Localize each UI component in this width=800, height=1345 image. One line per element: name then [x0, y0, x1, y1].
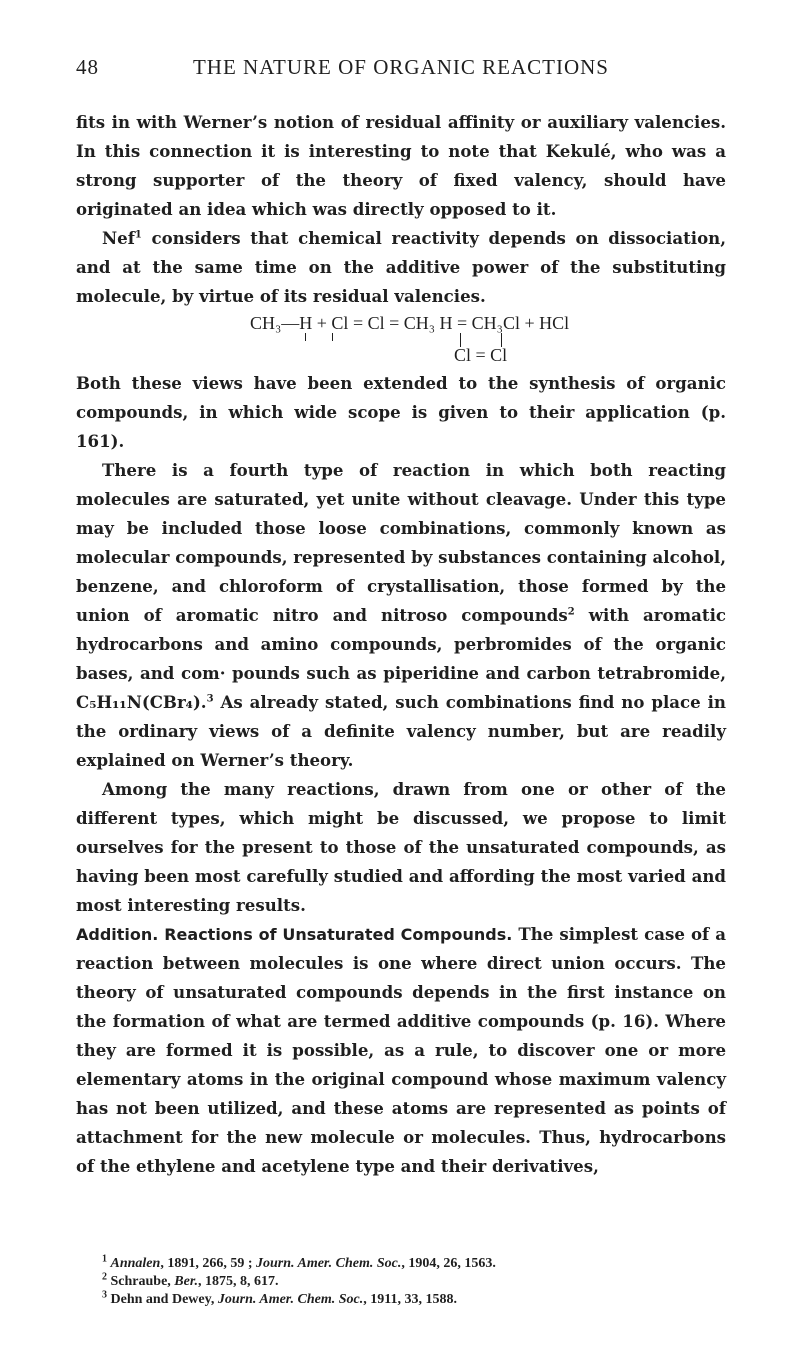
journal-name: Ber.: [174, 1274, 199, 1289]
paragraph-4-text-b: with aromatic hydrocarbons and amino compounds, perbromides of the organic bases, and com· pounds such as piperidine and carbon tetrabromide,: [76, 605, 726, 683]
paragraph-4-text-c: As already stated, such combinations find no place in the ordinary views of a definite valency number, but are readily explained on Werner’s theory.: [76, 692, 726, 770]
journal-name: Journ. Amer. Chem. Soc.: [255, 1256, 402, 1271]
equation: [76, 311, 726, 369]
paragraph-4: [76, 456, 726, 775]
paragraph-2-text: considers that chemical reactivity depends on dissociation, and at the same time on the additive power of the substituting molecule, by virtue of its residual valencies.: [76, 228, 726, 306]
paragraph-5: Among the many reactions, drawn from one or other of the different types, which might be discussed, we propose to limit ourselves for the present to those of the unsaturated compounds, as having been most carefully studied and affording the most varied and most interesting results.: [76, 779, 726, 915]
page-header: [76, 55, 726, 89]
journal-name: Annalen: [110, 1256, 161, 1271]
paragraph-6: [76, 920, 726, 1181]
paragraph-2: [76, 224, 726, 311]
footnote-ref-3: 3: [206, 693, 214, 705]
footnote-ref-1: 1: [134, 229, 142, 241]
paragraph-6-text: The simplest case of a reaction between molecules is one where direct union occurs. The theory of unsaturated compounds depends in the first instance on the formation of what are termed additive compounds (p. 16). Where they are formed it is possible, as a rule, to discover one or more elementary atoms in the original compound whose maximum valency has not been utilized, and these atoms are represented as points of attachment for the new molecule or molecules. Thus, hydrocarbons of the ethylene and acetylene type and their derivatives,: [76, 924, 726, 1176]
footnote-3: [76, 1291, 726, 1309]
citation-detail: , 1911, 33, 1588.: [363, 1292, 457, 1307]
bond-bar: [305, 333, 306, 341]
chemical-formula: C₅H₁₁N(CBr₄).: [76, 692, 207, 712]
nef-name: Nef: [102, 228, 135, 248]
footnotes: [76, 1255, 726, 1309]
bond-bar: [332, 333, 333, 341]
equation-bonds: [76, 331, 726, 345]
page-number: 48: [76, 55, 99, 79]
citation-detail: , 1891, 266, 59 ;: [160, 1256, 256, 1271]
paragraph-3: Both these views have been extended to the synthesis of organic compounds, in which wide scope is given to their application (p. 161).: [76, 373, 726, 451]
footnote-2: [76, 1273, 726, 1291]
footnote-number: 3: [102, 1289, 107, 1301]
equation-line-1: CH₃—H + Cl = Cl = CH₃ H = CH₃Cl + HCl: [250, 313, 570, 333]
paragraph-4-text-a: There is a fourth type of reaction in which both reacting molecules are saturated, yet unite without cleavage. Under this type may be included those loose combinations, commonly known as molecular compounds, represented by substances containing alcohol, benzene, and chloroform of crystallisation, those formed by the union of aromatic nitro and nitroso compounds: [76, 460, 726, 625]
citation-detail: , 1904, 26, 1563.: [401, 1256, 496, 1271]
footnote-1: [76, 1255, 726, 1273]
citation-detail: , 1875, 8, 617.: [198, 1274, 279, 1289]
footnote-number: 2: [102, 1271, 107, 1283]
footnote-ref-2: 2: [567, 606, 575, 618]
citation-author: Dehn and Dewey,: [110, 1292, 218, 1307]
section-heading: Addition. Reactions of Unsaturated Compounds.: [76, 925, 513, 944]
journal-name: Journ. Amer. Chem. Soc.: [217, 1292, 364, 1307]
footnote-number: 1: [102, 1253, 107, 1265]
body-text: [76, 108, 726, 1181]
citation-author: Schraube,: [110, 1274, 175, 1289]
paragraph-1: fits in with Werner’s notion of residual affinity or auxiliary valencies. In this connection it is interesting to note that Kekulé, who was a strong supporter of the theory of fixed valency, should have originated an idea which was directly opposed to it.: [76, 112, 726, 219]
running-head: THE NATURE OF ORGANIC REACTIONS: [192, 55, 609, 79]
equation-line-2: Cl = Cl: [454, 345, 508, 365]
